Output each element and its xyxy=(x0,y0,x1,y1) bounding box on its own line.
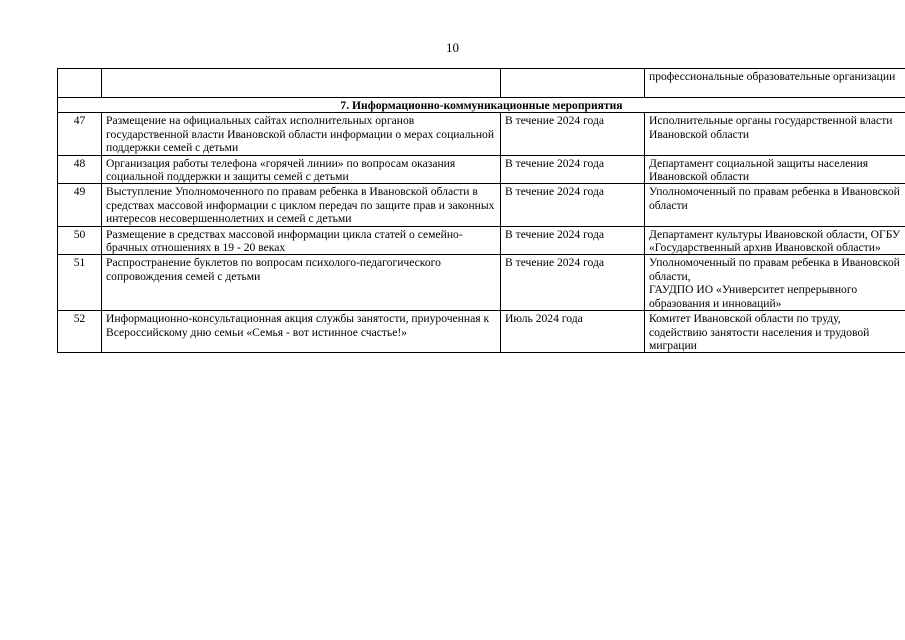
table-row xyxy=(58,255,905,311)
row-responsible xyxy=(645,255,905,311)
responsible-line: ГАУДПО ИО «Университет непрерывного образования и инноваций» xyxy=(649,283,858,310)
row-number: 50 xyxy=(58,226,102,255)
section-header-row xyxy=(58,98,905,113)
table-row xyxy=(58,311,905,353)
row-term: В течение 2024 года xyxy=(501,113,645,155)
row-responsible: Комитет Ивановской области по труду, содействию занятости населения и трудовой миграции xyxy=(645,311,905,353)
row-responsible: Департамент культуры Ивановской области, ОГБУ «Государственный архив Ивановской области» xyxy=(645,226,905,255)
row-measure: Размещение на официальных сайтах исполнительных органов государственной власти Ивановской области информации о мерах социальной поддержки семей с детьми xyxy=(102,113,501,155)
row-measure: Организация работы телефона «горячей линии» по вопросам оказания социальной поддержки и защиты семей с детьми xyxy=(102,155,501,184)
row-term: В течение 2024 года xyxy=(501,155,645,184)
row-measure: Информационно-консультационная акция службы занятости, приуроченная к Всероссийскому дню семьи «Семья - вот истинное счастье!» xyxy=(102,311,501,353)
row-responsible: Уполномоченный по правам ребенка в Ивановской области xyxy=(645,184,905,226)
row-number: 48 xyxy=(58,155,102,184)
row-term: Июль 2024 года xyxy=(501,311,645,353)
row-responsible: Департамент социальной защиты населения Ивановской области xyxy=(645,155,905,184)
cell-num xyxy=(58,69,102,98)
page-number: 10 xyxy=(446,40,459,55)
row-measure: Размещение в средствах массовой информации цикла статей о семейно-брачных отношениях в 19 - 20 веках xyxy=(102,226,501,255)
table-row xyxy=(58,226,905,255)
table-row xyxy=(58,184,905,226)
row-term: В течение 2024 года xyxy=(501,184,645,226)
table-row-continuation xyxy=(58,69,905,98)
measures-table xyxy=(57,68,905,353)
row-measure: Распространение буклетов по вопросам психолого-педагогического сопровождения семей с детьми xyxy=(102,255,501,311)
cell-term xyxy=(501,69,645,98)
row-number: 47 xyxy=(58,113,102,155)
row-number: 51 xyxy=(58,255,102,311)
row-number: 52 xyxy=(58,311,102,353)
row-term: В течение 2024 года xyxy=(501,255,645,311)
row-number: 49 xyxy=(58,184,102,226)
cell-responsible: профессиональные образовательные организации xyxy=(645,69,905,98)
row-measure: Выступление Уполномоченного по правам ребенка в Ивановской области в средствах массовой информации с циклом передач по защите прав и законных интересов несовершеннолетних и семей с детьми xyxy=(102,184,501,226)
table-row xyxy=(58,113,905,155)
responsible-line: Уполномоченный по правам ребенка в Ивановской области, xyxy=(649,256,900,283)
section-title: 7. Информационно-коммуникационные мероприятия xyxy=(58,98,905,113)
table-row xyxy=(58,155,905,184)
cell-name xyxy=(102,69,501,98)
row-responsible: Исполнительные органы государственной власти Ивановской области xyxy=(645,113,905,155)
row-term: В течение 2024 года xyxy=(501,226,645,255)
